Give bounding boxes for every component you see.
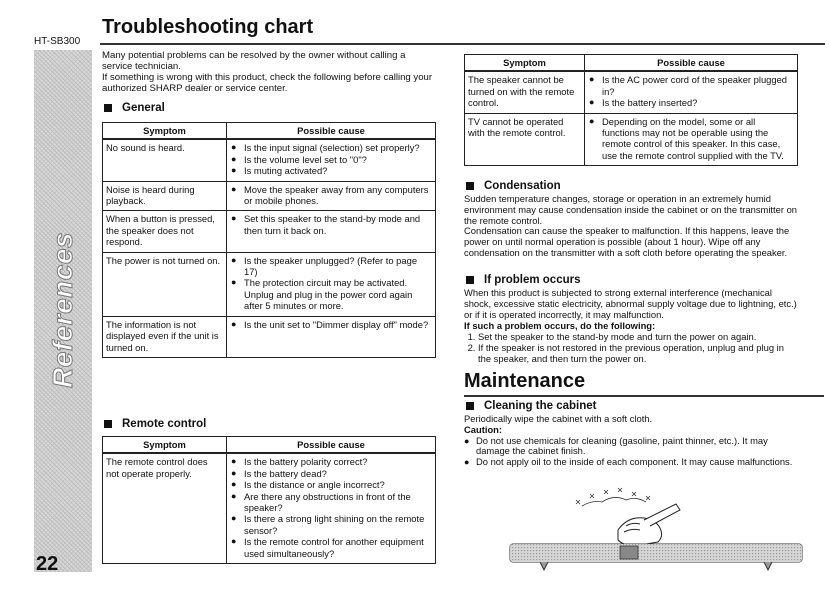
symptom-cell: The power is not turned on. xyxy=(103,252,227,316)
cause-item: ● Is muting activated? xyxy=(230,165,432,176)
cause-item: ● Is there a strong light shining on the remote sensor? xyxy=(230,513,432,536)
col-symptom: Symptom xyxy=(103,437,227,454)
problem-text: When this product is subjected to strong external interference (mechanical shock, excessive static electricity, abnormal supply voltage due to lightning, etc.) or if it is operated incorrectly, it may malfunction. xyxy=(464,287,797,320)
remote-power-table xyxy=(464,54,798,166)
maintenance-rule xyxy=(464,395,824,397)
symptom-cell: Noise is heard during playback. xyxy=(103,181,227,211)
intro-text: Many potential problems can be resolved by the owner without calling a service technician. If something is wrong with this product, check the following before calling your authorized SHARP dealer or service center. xyxy=(102,50,433,94)
hand-icon xyxy=(618,504,680,546)
symptom-cell: TV cannot be operated with the remote control. xyxy=(465,113,585,166)
problem-section xyxy=(464,288,798,365)
cause-item: ● Depending on the model, some or all functions may not be operable using the remote control of this speaker. In this case, use the remote control supplied with the TV. xyxy=(588,116,794,162)
cause-cell xyxy=(227,316,436,357)
step-item: 1. Set the speaker to the stand-by mode and turn the power on again. xyxy=(478,332,798,343)
col-possible-cause: Possible cause xyxy=(585,55,798,72)
remote-table xyxy=(102,436,436,564)
section-label: References xyxy=(47,232,79,388)
caution-label: Caution: xyxy=(464,423,503,435)
cause-cell xyxy=(585,71,798,113)
model-number: HT-SB300 xyxy=(34,36,81,47)
symptom-cell: When a button is pressed, the speaker does not respond. xyxy=(103,211,227,252)
general-table xyxy=(102,122,436,358)
symptom-cell: No sound is heard. xyxy=(103,139,227,181)
cause-item: ● The protection circuit may be activated. Unplug and plug in the power cord again after 5 minutes or more. xyxy=(230,277,432,311)
symptom-cell: The information is not displayed even if the unit is turned on. xyxy=(103,316,227,357)
cause-cell xyxy=(227,181,436,211)
table-row xyxy=(103,181,436,211)
problem-heading: If problem occurs xyxy=(466,274,581,286)
caution-list xyxy=(464,436,798,468)
cause-item: ● Move the speaker away from any computers or mobile phones. xyxy=(230,184,432,207)
table-row xyxy=(465,71,798,113)
cleaning-illustration xyxy=(506,484,806,578)
remote-heading: Remote control xyxy=(104,418,206,430)
heading-square-icon xyxy=(466,402,474,410)
cause-item: ● Is the remote control for another equipment used simultaneously? xyxy=(230,536,432,559)
table-row xyxy=(103,211,436,252)
general-heading: General xyxy=(104,102,165,114)
page-number: 22 xyxy=(36,553,59,575)
col-possible-cause: Possible cause xyxy=(227,123,436,140)
table-row xyxy=(103,139,436,181)
table-row xyxy=(465,113,798,166)
cause-cell xyxy=(227,252,436,316)
heading-square-icon xyxy=(104,104,112,112)
cause-cell xyxy=(227,453,436,563)
cause-item: ● Is the input signal (selection) set properly? xyxy=(230,142,432,153)
symptom-cell: The remote control does not operate properly. xyxy=(103,453,227,563)
table-row xyxy=(103,453,436,563)
symptom-cell: The speaker cannot be turned on with the remote control. xyxy=(465,71,585,113)
cause-item: ● Is the unit set to "Dimmer display off" mode? xyxy=(230,319,432,330)
problem-subheading: If such a problem occurs, do the following: xyxy=(464,320,656,332)
cause-cell xyxy=(227,139,436,181)
condensation-text: Sudden temperature changes, storage or operation in an extremely humid environment may cause condensation inside the cabinet or on the transmitter on the remote control. Condensation can cause the speaker to malfunction. If this happens, leave the power on until normal operation is possible (about 1 hour). Wipe off any condensation on the transmitter with a soft cloth before operating the speaker. xyxy=(464,193,798,258)
col-symptom: Symptom xyxy=(103,123,227,140)
col-symptom: Symptom xyxy=(465,55,585,72)
step-item: 2. If the speaker is not restored in the previous operation, unplug and plug in the speaker, and then turn the power on. xyxy=(478,343,798,365)
cause-item: ● Is the battery polarity correct? xyxy=(230,456,432,467)
table-row xyxy=(103,252,436,316)
cause-item: ● Are there any obstructions in front of the speaker? xyxy=(230,491,432,514)
page-title: Troubleshooting chart xyxy=(102,16,314,38)
cleaning-section xyxy=(464,414,798,468)
cause-item: ● Is the AC power cord of the speaker plugged in? xyxy=(588,74,794,97)
cause-item: ● Is the speaker unplugged? (Refer to page 17) xyxy=(230,255,432,278)
cause-cell xyxy=(227,211,436,252)
cause-item: ● Set this speaker to the stand-by mode and then turn it back on. xyxy=(230,213,432,236)
title-rule xyxy=(100,43,825,45)
speaker-bar-icon xyxy=(510,544,802,570)
cause-item: ● Is the battery dead? xyxy=(230,468,432,479)
condensation-heading: Condensation xyxy=(466,180,561,192)
caution-item: ● Do not use chemicals for cleaning (gasoline, paint thinner, etc.). It may damage the cabinet finish. xyxy=(464,436,798,458)
problem-steps xyxy=(464,332,798,364)
heading-square-icon xyxy=(466,276,474,284)
cause-item: ● Is the battery inserted? xyxy=(588,97,794,108)
col-possible-cause: Possible cause xyxy=(227,437,436,454)
table-row xyxy=(103,316,436,357)
cause-cell xyxy=(585,113,798,166)
cause-item: ● Is the distance or angle incorrect? xyxy=(230,479,432,490)
caution-item: ● Do not apply oil to the inside of each component. It may cause malfunctions. xyxy=(464,457,798,468)
cleaning-text: Periodically wipe the cabinet with a soft cloth. xyxy=(464,413,653,424)
sparkle-icon xyxy=(576,488,650,506)
heading-square-icon xyxy=(466,182,474,190)
maintenance-title: Maintenance xyxy=(464,370,586,392)
cause-item: ● Is the volume level set to "0"? xyxy=(230,154,432,165)
heading-square-icon xyxy=(104,420,112,428)
cleaning-heading: Cleaning the cabinet xyxy=(466,400,596,412)
